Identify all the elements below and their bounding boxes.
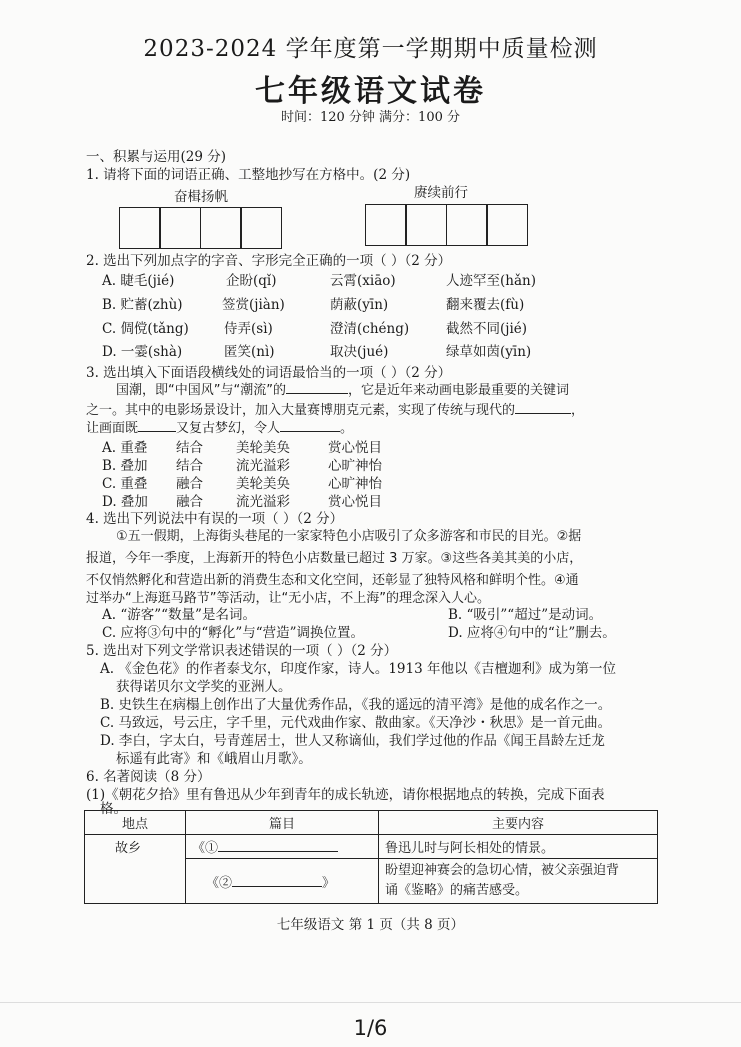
q3-blank-2[interactable]: [515, 413, 571, 414]
grid-cell[interactable]: [486, 204, 528, 246]
q3-option-a-3: 美轮美奂: [236, 440, 290, 456]
q3-option-b-2: 结合: [176, 458, 203, 474]
q1-word-left: 奋楫扬帆: [174, 189, 228, 205]
q3-text: 国潮，即“中国风”与“潮流”的: [116, 383, 286, 398]
q3-option-b-4: 心旷神怡: [328, 458, 382, 474]
section-heading: 一、积累与运用(29 分): [86, 149, 227, 165]
q5-option-b: B. 史铁生在病榻上创作出了大量优秀作品，《我的遥远的清平湾》是他的成名作之一。: [100, 697, 612, 713]
q3-option-b-3: 流光溢彩: [236, 458, 290, 474]
title-blank-2[interactable]: [232, 886, 322, 887]
table-cell-place: 故乡: [85, 835, 186, 904]
q3-text: ，: [571, 403, 585, 418]
q6-sub1-prompt: (1)《朝花夕拾》里有鲁迅从少年到青年的成长轨迹，请你根据地点的转换，完成下面表: [86, 787, 605, 803]
q4-paragraph-line2: 报道，今年一季度，上海新开的特色小店数量已超过 3 万家。③这些各美其美的小店，: [86, 551, 583, 566]
q3-blank-1[interactable]: [286, 393, 348, 394]
q2-option-b-2: 签赏(jiàn): [222, 297, 285, 313]
grid-cell[interactable]: [200, 207, 242, 249]
table-cell-content-1: 鲁迅儿时与阿长相处的情景。: [379, 835, 658, 859]
q4-paragraph-line1: ①五一假期，上海街头巷尾的一家家特色小店吸引了众多游客和市民的目光。②据: [116, 529, 582, 544]
q3-prompt: 3. 选出填入下面语段横线处的词语最恰当的一项（ ）（2 分）: [86, 365, 452, 381]
q4-option-c: C. 应将③句中的“孵化”与“营造”调换位置。: [102, 625, 365, 641]
title-blank-1[interactable]: [218, 851, 338, 852]
page-indicator: 1/6: [353, 1016, 388, 1040]
q2-option-a-2: 企盼(qǐ): [226, 273, 277, 289]
table-cell-content-2: [379, 859, 658, 904]
title-prefix: 《②: [206, 875, 233, 891]
content-line: 诵《鉴略》的痛苦感受。: [385, 883, 529, 898]
q3-paragraph-line3: [86, 420, 353, 438]
q2-option-b: B. 贮蓄(zhù): [102, 297, 183, 313]
grid-cell[interactable]: [446, 204, 488, 246]
q3-option-b: B. 叠加: [102, 458, 148, 474]
q5-option-c: C. 马致远，号云庄，字千里，元代戏曲作家、散曲家。《天净沙・秋思》是一首元曲。: [100, 715, 612, 731]
q6-prompt: 6. 名著阅读（8 分）: [86, 769, 211, 785]
viewer-divider: [0, 1002, 741, 1003]
table-cell-title-1: [186, 835, 379, 859]
q3-paragraph-line2: [86, 402, 584, 420]
q4-option-a: A. “游客”“数量”是名词。: [102, 607, 256, 623]
q5-option-a-cont: 获得诺贝尔文学奖的亚洲人。: [116, 679, 292, 695]
q3-option-d-2: 融合: [176, 494, 203, 510]
q2-option-d-2: 匿笑(nì): [224, 344, 275, 360]
content-line: 盼望迎神赛会的急切心情，被父亲强迫背: [385, 863, 620, 878]
table-cell-title-2: [186, 859, 379, 904]
q3-text: 让画面既: [86, 421, 139, 436]
q5-prompt: 5. 选出对下列文学常识表述错误的一项（ ）（2 分）: [86, 643, 398, 659]
q5-option-d: D. 李白，字太白，号青莲居士，世人又称谪仙，我们学过他的作品《闻王昌龄左迁龙: [100, 733, 605, 749]
q3-text: 。: [340, 421, 354, 436]
q2-option-c: C. 倜傥(tǎng): [102, 321, 189, 337]
exam-title-year: 2023-2024 学年度第一学期期中质量检测: [143, 36, 598, 62]
title-prefix: 《①: [192, 841, 219, 856]
q6-sub1-cont: 格。: [100, 801, 127, 817]
q2-option-b-3: 荫蔽(yīn): [330, 297, 389, 313]
grid-cell[interactable]: [405, 204, 447, 246]
q1-grid-left[interactable]: [120, 207, 282, 249]
q3-option-c-3: 美轮美奂: [236, 476, 290, 492]
q5-option-a: A. 《金色花》的作者泰戈尔，印度作家，诗人。1913 年他以《吉檀迦利》成为第一位: [100, 661, 616, 677]
q1-word-right: 赓续前行: [414, 185, 468, 201]
q2-option-d-4: 绿草如茵(yīn): [446, 344, 532, 360]
q2-option-d: D. 一霎(shà): [102, 344, 183, 360]
q2-option-a: A. 睫毛(jié): [102, 273, 175, 289]
exam-title: 七年级语文试卷: [255, 74, 486, 109]
table-header-content: 主要内容: [379, 811, 658, 835]
title-suffix: 》: [322, 875, 336, 891]
q4-option-b: B. “吸引”“超过”是动词。: [448, 607, 603, 623]
q3-blank-4[interactable]: [280, 431, 340, 432]
q3-blank-3[interactable]: [138, 431, 176, 432]
q2-option-d-3: 取决(jué): [330, 344, 389, 360]
table-header-place: 地点: [85, 811, 186, 835]
page-footer: 七年级语文 第 1 页（共 8 页）: [276, 917, 465, 933]
q2-option-a-3: 云霄(xiāo): [330, 273, 396, 289]
q3-option-d-4: 赏心悦目: [328, 494, 382, 510]
q3-option-c: C. 重叠: [102, 476, 148, 492]
q3-option-a-4: 赏心悦目: [328, 440, 382, 456]
q2-option-b-4: 翻来覆去(fù): [446, 297, 525, 313]
q2-option-c-2: 侍弄(sì): [224, 321, 273, 337]
q4-option-d: D. 应将④句中的“让”删去。: [448, 625, 616, 641]
grid-cell[interactable]: [365, 204, 407, 246]
grid-cell[interactable]: [119, 207, 161, 249]
q4-paragraph-line3: 不仅悄然孵化和营造出新的消费生态和文化空间，还彰显了独特风格和鲜明个性。④通: [86, 573, 579, 588]
exam-meta: 时间：120 分钟 满分：100 分: [280, 110, 461, 125]
q2-option-c-4: 截然不同(jié): [446, 321, 528, 337]
q3-option-d-3: 流光溢彩: [236, 494, 290, 510]
q1-prompt: 1. 请将下面的词语正确、工整地抄写在方格中。(2 分): [86, 167, 411, 183]
q3-option-d: D. 叠加: [102, 494, 148, 510]
q5-option-d-cont: 标遥有此寄》和《峨眉山月歌》。: [116, 751, 312, 767]
q2-prompt: 2. 选出下列加点字的字音、字形完全正确的一项（ ）（2 分）: [86, 253, 452, 269]
q3-text: ，它是近年来动画电影最重要的关键词: [347, 383, 569, 398]
q2-option-c-3: 澄清(chéng): [330, 321, 410, 337]
q3-text: 之一。其中的电影场景设计，加入大量赛博朋克元素，实现了传统与现代的: [86, 403, 516, 418]
q3-paragraph-line1: [116, 382, 569, 400]
reading-table: [84, 810, 658, 904]
table-header-title: 篇目: [186, 811, 379, 835]
q1-grid-right[interactable]: [366, 204, 528, 246]
q3-option-a: A. 重叠: [102, 440, 148, 456]
q3-option-c-4: 心旷神怡: [328, 476, 382, 492]
grid-cell[interactable]: [159, 207, 201, 249]
q3-option-c-2: 融合: [176, 476, 203, 492]
q4-prompt: 4. 选出下列说法中有误的一项（ ）（2 分）: [86, 511, 344, 527]
q3-text: 又复古梦幻，令人: [176, 421, 281, 436]
q3-option-a-2: 结合: [176, 440, 203, 456]
q4-paragraph-line4: 过举办“上海逛马路节”等活动，让“无小店，不上海”的理念深入人心。: [86, 591, 490, 606]
grid-cell[interactable]: [240, 207, 282, 249]
q2-option-a-4: 人迹罕至(hǎn): [446, 273, 536, 289]
